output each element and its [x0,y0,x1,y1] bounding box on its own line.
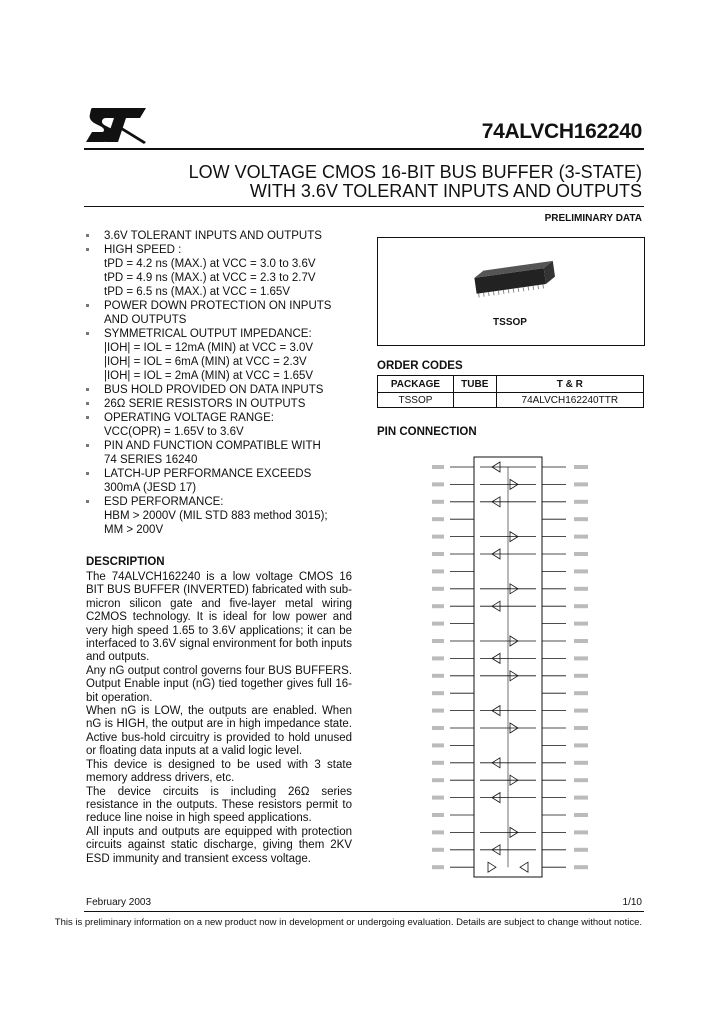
right-pin-label [574,482,588,486]
feature-line: VCC(OPR) = 1.65V to 3.6V [104,426,244,438]
left-pin-label [432,709,444,713]
st-logo [84,104,154,144]
description-paragraph: The device circuits is including 26Ω series resistance in the outputs. These resistors permit to reduce line noise in high speed applications. [86,785,352,825]
feature-item [86,439,356,467]
feature-line: HBM > 2000V (MIL STD 883 method 3015); [104,510,328,522]
left-pin-label [432,622,444,626]
right-pin-label [574,552,588,556]
left-pin-label [432,674,444,678]
left-pin-label [432,500,444,504]
footer-date: February 2003 [86,897,152,908]
feature-line: 3.6V TOLERANT INPUTS AND OUTPUTS [104,230,322,242]
left-pin-label [432,865,444,869]
left-pin-label [432,569,444,573]
feature-line: ESD PERFORMANCE: [104,496,224,508]
feature-line: tPD = 4.2 ns (MAX.) at VCC = 3.0 to 3.6V [104,258,316,270]
right-pin-label [574,569,588,573]
right-pin-label [574,656,588,660]
right-pin-label [574,726,588,730]
pin-connection-diagram [430,455,600,885]
order-codes-heading: ORDER CODES [377,360,463,372]
left-pin-label [432,691,444,695]
feature-line: tPD = 6.5 ns (MAX.) at VCC = 1.65V [104,286,290,298]
table-header-row [378,376,644,393]
feature-line: 26Ω SERIE RESISTORS IN OUTPUTS [104,398,306,410]
left-pin-label [432,482,444,486]
bullet-icon [86,248,89,251]
title-line-2: WITH 3.6V TOLERANT INPUTS AND OUTPUTS [249,181,642,201]
right-pin-label [574,639,588,643]
feature-line: |IOH| = IOL = 2mA (MIN) at VCC = 1.65V [104,370,314,382]
feature-line: |IOH| = IOL = 12mA (MIN) at VCC = 3.0V [104,342,314,354]
column-header: PACKAGE [378,376,454,393]
features-list [86,229,356,537]
feature-line: HIGH SPEED : [104,244,182,256]
pin-connection-heading: PIN CONNECTION [377,426,477,438]
bullet-icon [86,332,89,335]
description-paragraph: All inputs and outputs are equipped with protection circuits against static discharge, giving them 2KV ESD immunity and transient excess voltage. [86,825,352,865]
feature-item [86,327,356,383]
right-pin-label [574,848,588,852]
feature-item [86,467,356,495]
feature-line: |IOH| = IOL = 6mA (MIN) at VCC = 2.3V [104,356,307,368]
feature-line: BUS HOLD PROVIDED ON DATA INPUTS [104,384,324,396]
table-cell [453,393,496,408]
feature-line: SYMMETRICAL OUTPUT IMPEDANCE: [104,328,312,340]
left-pin-label [432,743,444,747]
left-pin-label [432,778,444,782]
description-heading: DESCRIPTION [86,556,165,568]
feature-line: PIN AND FUNCTION COMPATIBLE WITH [104,440,321,452]
right-pin-label [574,535,588,539]
table-cell: 74ALVCH162240TTR [496,393,643,408]
bullet-icon [86,500,89,503]
left-pin-label [432,517,444,521]
left-pin-label [432,830,444,834]
package-image-box [377,237,645,346]
buffer-symbol [488,862,496,872]
feature-item [86,397,356,411]
part-number: 74ALVCH162240 [481,120,642,143]
title-line-1: LOW VOLTAGE CMOS 16-BIT BUS BUFFER (3-STATE) [188,162,642,182]
feature-item [86,243,356,299]
right-pin-label [574,674,588,678]
feature-line: 74 SERIES 16240 [104,454,198,466]
right-pin-label [574,743,588,747]
left-pin-label [432,552,444,556]
footer-note: This is preliminary information on a new product now in development or undergoing evaluation. Details are subject to change without notice. [54,917,642,928]
bullet-icon [86,444,89,447]
bullet-icon [86,402,89,405]
table-cell: TSSOP [378,393,454,408]
right-pin-label [574,691,588,695]
right-pin-label [574,865,588,869]
left-pin-label [432,587,444,591]
left-pin-label [432,813,444,817]
right-pin-label [574,517,588,521]
feature-item [86,229,356,243]
description-paragraph: The 74ALVCH162240 is a low voltage CMOS 16 BIT BUS BUFFER (INVERTED) fabricated with sub-micron silicon gate and five-layer metal wiring C2MOS technology. It is ideal for low power and very high speed 1.65 to 3.6V applications; it can be interfaced to 3.6V signal environment for both inputs and outputs. [86,571,352,664]
header-rule [84,148,644,150]
footer-rule [84,911,644,912]
feature-item [86,495,356,537]
right-pin-label [574,761,588,765]
feature-line: MM > 200V [104,524,164,536]
feature-line: tPD = 4.9 ns (MAX.) at VCC = 2.3 to 2.7V [104,272,316,284]
right-pin-label [574,813,588,817]
package-name: TSSOP [493,317,527,328]
bullet-icon [86,388,89,391]
right-pin-label [574,709,588,713]
right-pin-label [574,465,588,469]
bullet-icon [86,416,89,419]
feature-item [86,411,356,439]
bullet-icon [86,304,89,307]
feature-line: OPERATING VOLTAGE RANGE: [104,412,274,424]
left-pin-label [432,604,444,608]
tssop-package-image [378,238,644,345]
left-pin-label [432,796,444,800]
right-pin-label [574,587,588,591]
order-codes-table [377,375,644,408]
bullet-icon [86,234,89,237]
left-pin-label [432,726,444,730]
left-pin-label [432,639,444,643]
description-paragraph: This device is designed to be used with 3 state memory address drivers, etc. [86,758,352,785]
title-rule [84,206,644,207]
feature-line: POWER DOWN PROTECTION ON INPUTS [104,300,332,312]
description-body [86,571,352,866]
left-pin-label [432,761,444,765]
preliminary-label: PRELIMINARY DATA [544,213,642,224]
left-pin-label [432,535,444,539]
page-number: 1/10 [622,897,642,908]
left-pin-label [432,848,444,852]
column-header: T & R [496,376,643,393]
column-header: TUBE [453,376,496,393]
description-paragraph: When nG is LOW, the outputs are enabled. When nG is HIGH, the output are in high impedance state. Active bus-hold circuitry is provided to hold unused or floating data inputs at a valid logic level. [86,705,352,758]
feature-line: 300mA (JESD 17) [104,482,197,494]
right-pin-label [574,796,588,800]
right-pin-label [574,500,588,504]
bullet-icon [86,472,89,475]
left-pin-label [432,465,444,469]
right-pin-label [574,604,588,608]
table-row [378,393,644,408]
left-pin-label [432,656,444,660]
feature-line: AND OUTPUTS [104,314,187,326]
description-paragraph: Any nG output control governs four BUS BUFFERS. Output Enable input (nG) tied together gives full 16-bit operation. [86,664,352,704]
buffer-symbol [520,862,528,872]
right-pin-label [574,622,588,626]
feature-line: LATCH-UP PERFORMANCE EXCEEDS [104,468,312,480]
right-pin-label [574,778,588,782]
feature-item [86,383,356,397]
feature-item [86,299,356,327]
right-pin-label [574,830,588,834]
